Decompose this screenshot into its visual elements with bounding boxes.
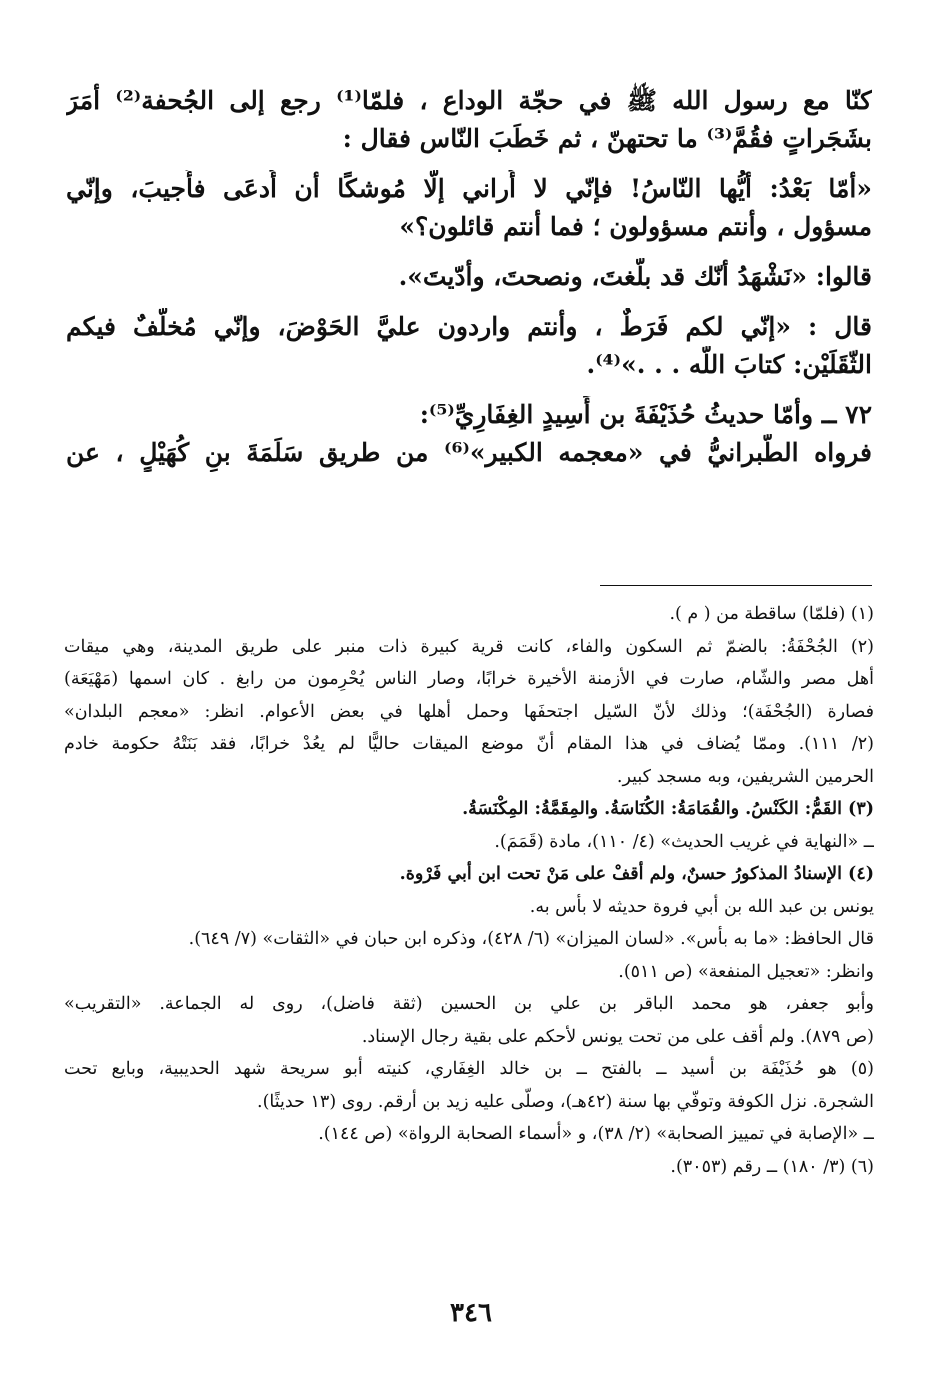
body-line-9: فرواه الطّبرانيُّ في «معجمه الكبير»⁽⁶⁾ من طريق سَلَمَةَ بنِ كُهَيْلٍ ، عن (66, 438, 872, 467)
body-line-6: قال : «إنّي لكم فَرَطٌ ، وأنتم واردون عليَّ الحَوْضَ، وإنّي مُخلّفٌ فيكم (66, 312, 872, 341)
footnote-separator (600, 585, 872, 586)
footnote-4-line-3: قال الحافظ: «ما به بأس». «لسان الميزان» (٦/ ٤٢٨)، وذكره ابن حبان في «الثقات» (٧/ ٦٤٩). (188, 929, 874, 949)
page-number: ٣٤٦ (450, 1298, 492, 1328)
footnote-2-line-1: (٢) الجُحْفَةُ: بالضمّ ثم السكون والفاء، كانت قرية كبيرة ذات منبر على طريق المدينة، وهي ميقات (64, 636, 874, 657)
body-line-7: الثّقَلَيْن: كتابَ اللّه . . .»⁽⁴⁾. (586, 350, 872, 379)
footnote-4: (٤) الإسنادُ المذكورُ حسنٌ، ولم أقفْ على مَنْ تحت ابن أبي فَرْوة. (399, 864, 874, 884)
footnote-2-line-2: أهل مصر والشّام، صارت في الأزمنة الأخيرة خرابًا، وصار الناس يُحْرِمون من رابغ . كان اسمها (مَهْيَعَة) (64, 669, 874, 689)
main-text (66, 82, 872, 472)
footnote-4-line-5: وأبو جعفر، هو محمد الباقر بن علي بن الحسين (ثقة فاضل)، روى له الجماعة. «التقريب» (64, 994, 874, 1014)
body-line-1: كنّا مع رسول الله ﷺ في حجّة الوداع ، فلمّا⁽¹⁾ رجع إلى الجُحفة⁽²⁾ أمَرَ (66, 86, 872, 115)
footnote-2-line-3: فصارة (الجُحْفَة)؛ وذلك لأنّ السّيل اجتحفَها وحمل أهلها في بعض الأعوام. انظر: «معجم البلدان» (64, 701, 874, 722)
footnote-3: (٣) القَمُّ: الكَنْسُ. والقُمَامَةُ: الكُنَاسَةُ. والمِقَمَّةُ: المِكْنَسَةُ. (462, 799, 874, 819)
footnotes (64, 598, 874, 1183)
footnote-4-line-2: يونس بن عبد الله بن أبي فروة حديثه لا بأس به. (529, 896, 874, 917)
footnote-5-line-2: الشجرة. نزل الكوفة وتوفّي بها سنة (٤٢هـ)، وصلّى عليه زيد بن أرقم. روى (١٣ حديثًا). (257, 1091, 874, 1112)
footnote-4-line-6: (ص ٨٧٩). ولم أقف على من تحت يونس لأحكم على بقية رجال الإسناد. (361, 1026, 874, 1047)
body-line-3: «أمّا بَعْدُ: أيُّها النّاسُ! فإنّي لا أُراني إلّا مُوشكًا أن أُدعَى فأُجيبَ، وإنّي (66, 174, 872, 203)
footnote-2-line-4: (٢/ ١١١). وممّا يُضاف في هذا المقام أنّ موضع الميقات حاليًّا لم يعُدْ خرابًا، فقد بَنَتْهُ حكومة خادم (64, 734, 874, 754)
footnote-5: (٥) هو حُذَيْفَة بن أسيد ــ بالفتح ــ بن خالد الغِفَاري، كنيته أبو سريحة شهد الحديبية، وبايع تحت (64, 1059, 874, 1079)
footnote-3-source: ــ «النهاية في غريب الحديث» (٤/ ١١٠)، مادة (قَمَمَ). (494, 831, 874, 852)
footnote-4-line-4: وانظر: «تعجيل المنفعة» (ص ٥١١). (618, 961, 874, 982)
footnote-5-source: ــ «الإصابة في تمييز الصحابة» (٢/ ٣٨)، و «أسماء الصحابة الرواة» (ص ١٤٤). (318, 1124, 874, 1144)
footnote-2-line-5: الحرمين الشريفين، وبه مسجد كبير. (616, 766, 874, 787)
section-heading-72: ٧٢ ــ وأمّا حديثُ حُذَيْفَةَ بن أَسِيدٍ الغِفَارِيِّ⁽⁵⁾: (419, 400, 872, 429)
body-line-2: بشَجَراتٍ فقُمَّ⁽³⁾ ما تحتهنّ ، ثم خَطَبَ النّاس فقال : (342, 124, 872, 153)
body-line-4: مسؤول ، وأنتم مسؤولون ؛ فما أنتم قائلون؟» (399, 212, 872, 241)
body-line-5: قالوا: «نَشْهَدُ أنّك قد بلّغتَ، ونصحتَ، وأدّيتَ». (398, 262, 872, 291)
footnote-6: (٦) (٣/ ١٨٠) ــ رقم (٣٠٥٣). (670, 1156, 874, 1177)
footnote-1: (١) (فلمّا) ساقطة من ( م ). (669, 604, 874, 624)
